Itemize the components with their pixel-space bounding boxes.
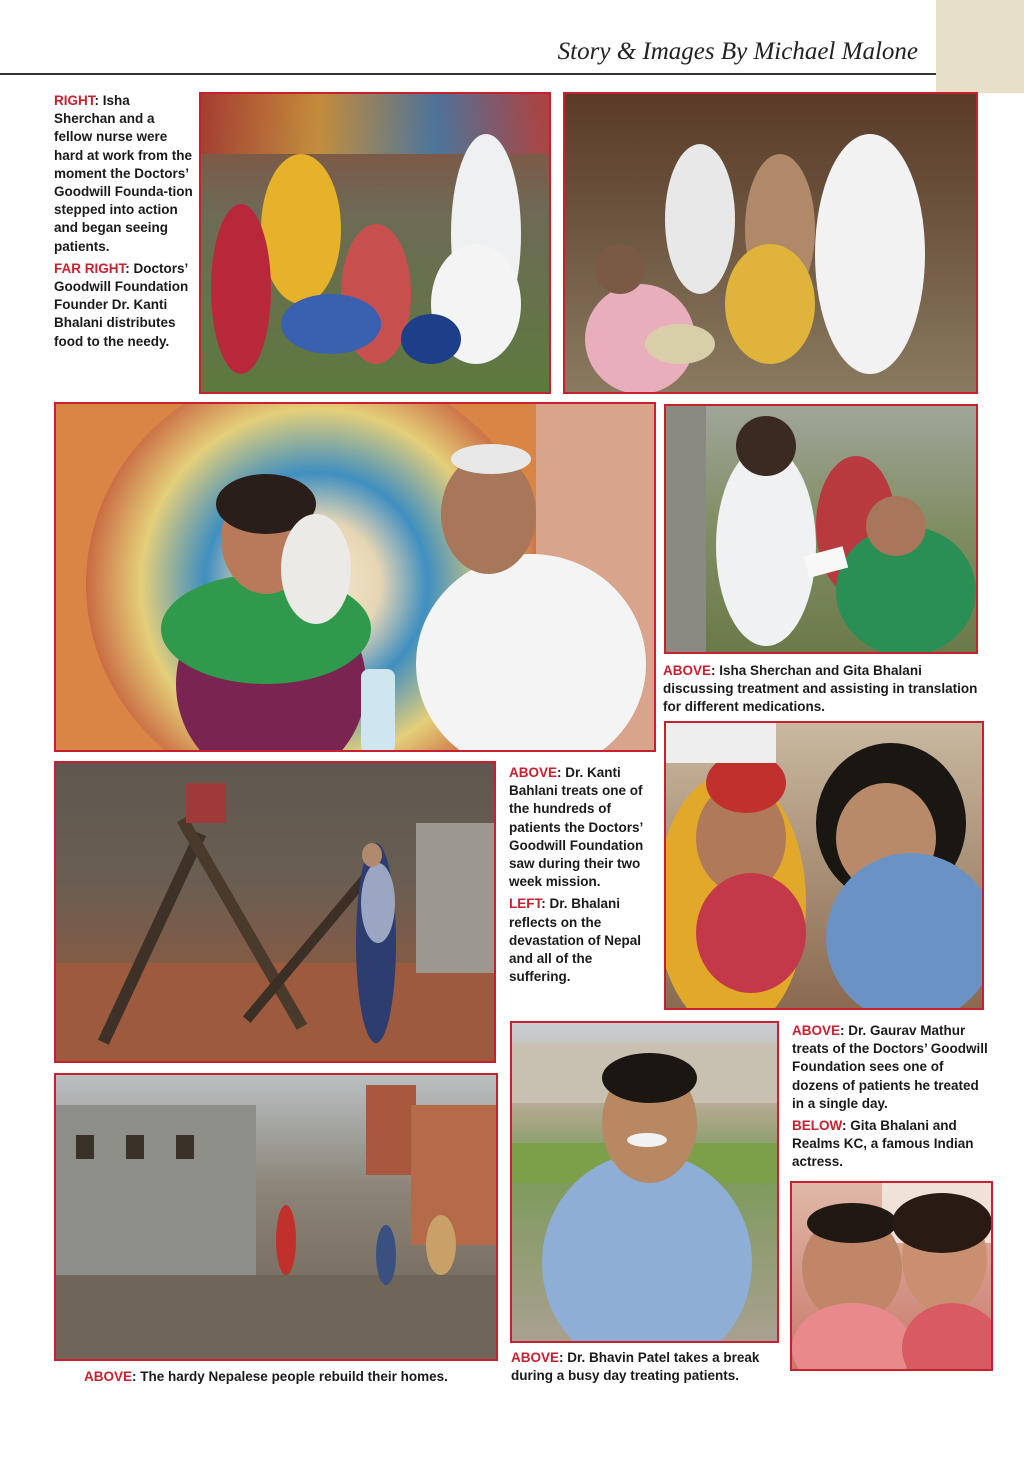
corner-tab (936, 0, 1024, 93)
caption-bhavin-patel: ABOVE: Dr. Bhavin Patel takes a break during a busy day treating patients. (511, 1350, 760, 1384)
photo-discussing-treatment (664, 404, 978, 654)
photo-food-distribution (563, 92, 978, 394)
photo-rebuilding-homes (54, 1073, 498, 1361)
photo-ear-examination (54, 402, 656, 752)
byline: Story & Images By Michael Malone (557, 38, 918, 65)
caption-nurses-food: RIGHT: Isha Sherchan and a fellow nurse were hard at work from the moment the Doctors’ Goodwill Founda-tion stepped into action and began seeing patients. FAR RIGHT: Doctors’ Goodwill Foundation Founder Dr. Kanti Bhalani distributes food to the needy. (54, 93, 193, 349)
caption-mathur-actress: ABOVE: Dr. Gaurav Mathur treats of the Doctors’ Goodwill Foundation sees one of dozens of patients he treated in a single day. BELOW: Gita Bhalani and Realms KC, a famous Indian actress. (792, 1023, 988, 1170)
caption-discussing-treatment: ABOVE: Isha Sherchan and Gita Bhalani discussing treatment and assisting in translation for different medications. (663, 663, 978, 715)
header-rule (0, 73, 936, 75)
photo-devastation-rubble (54, 761, 496, 1063)
photo-dr-bhavin-patel (510, 1021, 779, 1343)
photo-gita-bhalani-actress (790, 1181, 993, 1371)
caption-rebuild: ABOVE: The hardy Nepalese people rebuild their homes. (84, 1369, 448, 1384)
photo-nurses-seeing-patients (199, 92, 551, 394)
caption-treatment-reflection: ABOVE: Dr. Kanti Bahlani treats one of the hundreds of patients the Doctors’ Goodwill Foundation saw during their two week mission. LEFT: Dr. Bhalani reflects on the devastation of Nepal and all of the suffering. (509, 765, 644, 985)
photo-eye-examination (664, 721, 984, 1010)
